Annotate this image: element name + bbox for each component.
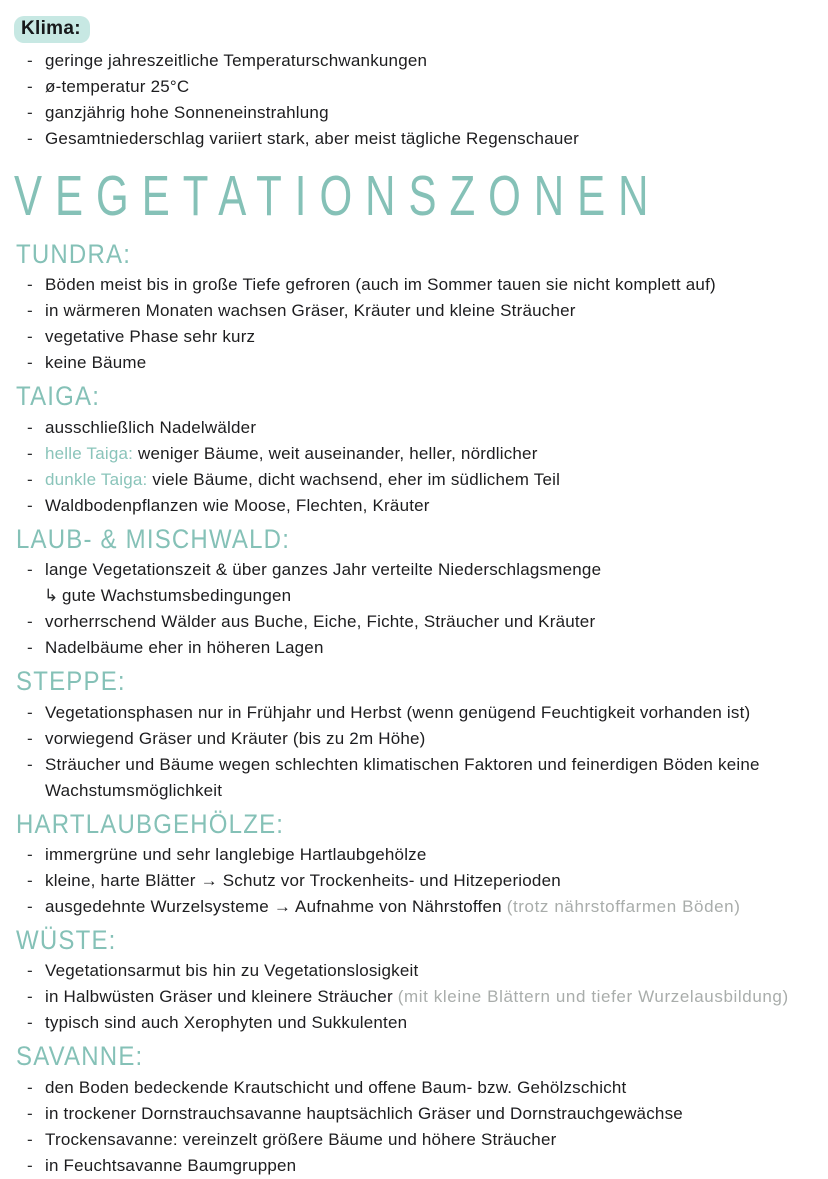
- note-line: [14, 441, 810, 467]
- line-text: weniger Bäume, weit auseinander, heller, nördlicher: [138, 443, 538, 463]
- line-text: in Feuchtsavanne Baumgruppen: [45, 1155, 297, 1175]
- line-text: Böden meist bis in große Tiefe gefroren (auch im Sommer tauen sie nicht komplett auf): [45, 275, 716, 295]
- line-text: Vegetationsphasen nur in Frühjahr und Herbst (wenn genügend Feuchtigkeit vorhanden ist): [45, 702, 751, 722]
- line-text: vorwiegend Gräser und Kräuter (bis zu 2m Höhe): [45, 728, 426, 748]
- note-line: [14, 1127, 810, 1153]
- note-line: [14, 272, 810, 298]
- bullet-marker: -: [27, 1129, 33, 1149]
- line-text: ausgedehnte Wurzelsysteme → Aufnahme von Nährstoffen: [45, 896, 507, 916]
- bullet-marker: -: [27, 275, 33, 295]
- bullet-marker: -: [27, 443, 33, 463]
- bullet-marker: -: [27, 896, 33, 916]
- line-text: geringe jahreszeitliche Temperaturschwankungen: [45, 51, 428, 70]
- arrow-marker: ↳: [44, 586, 59, 606]
- line-text: vorherrschend Wälder aus Buche, Eiche, Fichte, Sträucher und Kräuter: [45, 612, 596, 632]
- bullet-marker: -: [27, 702, 33, 722]
- bullet-marker: -: [27, 1103, 33, 1123]
- bullet-marker: -: [27, 754, 33, 774]
- line-text: in wärmeren Monaten wachsen Gräser, Kräuter und kleine Sträucher: [45, 301, 576, 321]
- section-wueste: [14, 925, 810, 1036]
- bullet-marker: -: [27, 103, 33, 122]
- note-line: [14, 298, 810, 324]
- note-line: [14, 1153, 810, 1179]
- note-line: [14, 1075, 810, 1101]
- term-highlight: helle Taiga:: [45, 443, 139, 463]
- note-line: [14, 415, 810, 441]
- bullet-marker: -: [27, 560, 33, 580]
- bullet-marker: -: [27, 51, 33, 70]
- bullet-marker: -: [27, 961, 33, 981]
- term-highlight: dunkle Taiga:: [45, 469, 153, 489]
- bullet-marker: -: [27, 638, 33, 658]
- section-heading: WÜSTE:: [16, 925, 117, 956]
- note-line: [14, 958, 810, 984]
- section-laub-mischwald: [14, 524, 810, 661]
- line-text: Waldbodenpflanzen wie Moose, Flechten, Kräuter: [45, 495, 430, 515]
- section-heading: STEPPE:: [16, 666, 126, 697]
- line-text: den Boden bedeckende Krautschicht und offene Baum- bzw. Gehölzschicht: [45, 1077, 627, 1097]
- note-line: [14, 324, 810, 350]
- note-line: [14, 48, 810, 74]
- section-heading: HARTLAUBGEHÖLZE:: [16, 808, 285, 840]
- line-text: vegetative Phase sehr kurz: [45, 327, 256, 347]
- line-text: Trockensavanne: vereinzelt größere Bäume und höhere Sträucher: [45, 1129, 557, 1149]
- section-steppe: [14, 666, 810, 803]
- bullet-marker: -: [27, 469, 33, 489]
- line-text: in Halbwüsten Gräser und kleinere Sträucher: [45, 987, 398, 1007]
- note-line: [14, 126, 810, 152]
- bullet-marker: -: [27, 728, 33, 748]
- line-text: Sträucher und Bäume wegen schlechten klimatischen Faktoren und feinerdigen Böden keine Wachstumsmöglichkeit: [45, 754, 760, 800]
- line-text: ausschließlich Nadelwälder: [45, 417, 257, 437]
- line-text: Gesamtniederschlag variiert stark, aber meist tägliche Regenschauer: [45, 129, 580, 148]
- line-text: keine Bäume: [45, 353, 147, 373]
- bullet-marker: -: [27, 870, 33, 890]
- note-line: [14, 894, 810, 920]
- section-heading: SAVANNE:: [16, 1041, 144, 1072]
- parenthetical-note: (mit kleine Blättern und tiefer Wurzelausbildung): [397, 987, 789, 1007]
- note-line: [14, 1010, 810, 1036]
- bullet-marker: -: [27, 1013, 33, 1033]
- bullet-marker: -: [27, 1155, 33, 1175]
- line-text: lange Vegetationszeit & über ganzes Jahr verteilte Niederschlagsmenge: [45, 560, 602, 580]
- parenthetical-note: (trotz nährstoffarmen Böden): [506, 896, 741, 916]
- bullet-marker: -: [27, 301, 33, 321]
- note-line: [14, 726, 810, 752]
- note-line: [14, 868, 810, 894]
- note-line: [14, 984, 810, 1010]
- note-line: [14, 100, 810, 126]
- note-line: [14, 557, 810, 583]
- note-line: [14, 700, 810, 726]
- bullet-marker: -: [27, 612, 33, 632]
- bullet-marker: -: [27, 987, 33, 1007]
- bullet-marker: -: [27, 495, 33, 515]
- note-line: [14, 635, 810, 661]
- note-line: [14, 842, 810, 868]
- note-line: [14, 1101, 810, 1127]
- klima-list: [14, 48, 810, 152]
- bullet-marker: -: [27, 1077, 33, 1097]
- page-title: VEGETATIONSZONEN: [14, 163, 662, 228]
- line-text: kleine, harte Blätter → Schutz vor Trockenheits- und Hitzeperioden: [45, 870, 561, 890]
- bullet-marker: -: [27, 353, 33, 373]
- line-text: gute Wachstumsbedingungen: [62, 586, 292, 606]
- section-heading: TUNDRA:: [16, 239, 132, 270]
- note-line: [14, 350, 810, 376]
- line-text: viele Bäume, dicht wachsend, eher im südlichem Teil: [152, 469, 561, 489]
- section-taiga: [14, 381, 810, 518]
- line-text: in trockener Dornstrauchsavanne hauptsächlich Gräser und Dornstrauchgewächse: [45, 1103, 683, 1123]
- section-heading: LAUB- & MISCHWALD:: [16, 524, 291, 555]
- bullet-marker: -: [27, 129, 33, 148]
- section-heading: TAIGA:: [16, 381, 101, 412]
- note-line: [14, 609, 810, 635]
- section-hartlaubgehoelze: [14, 808, 810, 920]
- note-line: [14, 467, 810, 493]
- bullet-marker: -: [27, 77, 33, 96]
- note-line: [14, 752, 810, 804]
- bullet-marker: -: [27, 327, 33, 347]
- title-row: [14, 160, 810, 234]
- bullet-marker: -: [27, 417, 33, 437]
- line-text: ø-temperatur 25°C: [45, 77, 190, 96]
- bullet-marker: -: [27, 844, 33, 864]
- line-text: Vegetationsarmut bis hin zu Vegetationslosigkeit: [45, 961, 419, 981]
- note-line: [14, 74, 810, 100]
- klima-badge: Klima:: [14, 16, 90, 43]
- line-text: Nadelbäume eher in höheren Lagen: [45, 638, 324, 658]
- section-tundra: [14, 239, 810, 376]
- note-line: [14, 493, 810, 519]
- line-text: immergrüne und sehr langlebige Hartlaubgehölze: [45, 844, 427, 864]
- section-savanne: [14, 1041, 810, 1178]
- line-text: typisch sind auch Xerophyten und Sukkulenten: [45, 1013, 408, 1033]
- line-text: ganzjährig hohe Sonneneinstrahlung: [45, 103, 329, 122]
- note-subline: [14, 583, 810, 609]
